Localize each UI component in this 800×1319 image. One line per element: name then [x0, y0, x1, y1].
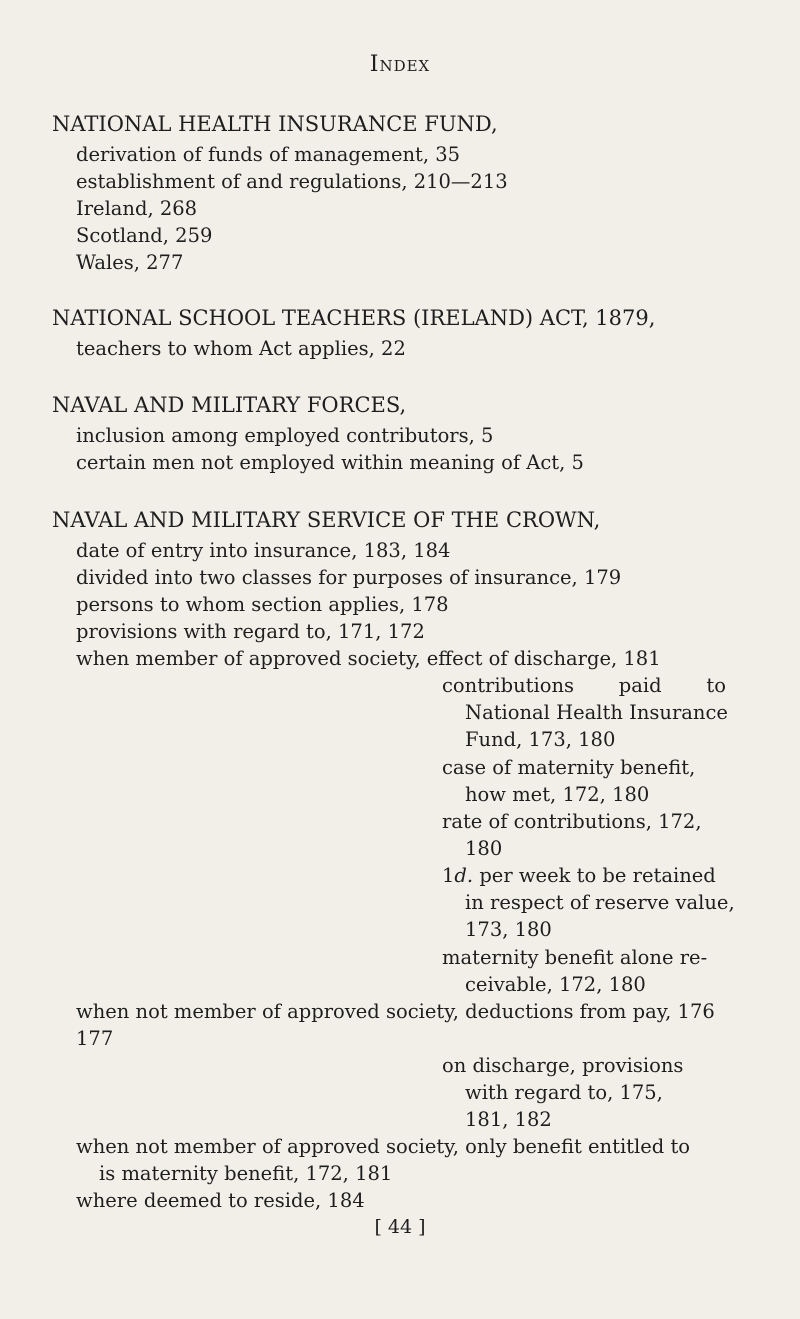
penny-text: per week to be retained — [479, 864, 716, 887]
index-line: in respect of reserve value, — [465, 891, 735, 914]
index-line: is maternity benefit, 172, 181 — [99, 1162, 393, 1185]
index-line: when not member of approved society, only benefit entitled to — [76, 1135, 691, 1158]
penny-unit: d. — [454, 864, 474, 887]
index-line: maternity benefit alone re- — [442, 946, 708, 969]
index-line: certain men not employed within meaning of Act, 5 — [76, 451, 584, 474]
index-line: 180 — [465, 837, 503, 860]
page-number: [ 44 ] — [374, 1216, 426, 1238]
index-line: date of entry into insurance, 183, 184 — [76, 539, 451, 562]
entry-heading-national-health-insurance-fund: NATIONAL HEALTH INSURANCE FUND, — [52, 112, 498, 136]
index-line: how met, 172, 180 — [465, 783, 650, 806]
index-line: contributions paid to — [442, 674, 726, 697]
index-line: establishment of and regulations, 210—213 — [76, 170, 508, 193]
index-line: divided into two classes for purposes of insurance, 179 — [76, 566, 622, 589]
index-line: persons to whom section applies, 178 — [76, 593, 449, 616]
entry-heading-national-school-teachers: NATIONAL SCHOOL TEACHERS (IRELAND) ACT, 1879, — [52, 306, 656, 330]
index-line: Ireland, 268 — [76, 197, 198, 220]
index-line: derivation of funds of management, 35 — [76, 143, 461, 166]
index-line: inclusion among employed contributors, 5 — [76, 424, 494, 447]
index-line: 181, 182 — [465, 1108, 552, 1131]
index-line: Fund, 173, 180 — [465, 728, 616, 751]
index-line: ceivable, 172, 180 — [465, 973, 646, 996]
index-line: when member of approved society, effect of discharge, 181 — [76, 647, 661, 670]
index-line: 177 — [76, 1027, 114, 1050]
index-line: Wales, 277 — [76, 251, 184, 274]
index-line-penny — [442, 864, 716, 887]
index-line: teachers to whom Act applies, 22 — [76, 337, 406, 360]
page-header: Index — [369, 52, 431, 77]
index-line: on discharge, provisions — [442, 1054, 684, 1077]
index-line: 173, 180 — [465, 918, 552, 941]
index-line: provisions with regard to, 171, 172 — [76, 620, 425, 643]
index-line: National Health Insurance — [465, 701, 728, 724]
index-line: Scotland, 259 — [76, 224, 213, 247]
index-line: case of maternity benefit, — [442, 756, 696, 779]
penny-amount: 1 — [442, 864, 455, 887]
entry-heading-naval-and-military-forces: NAVAL AND MILITARY FORCES, — [52, 393, 407, 417]
index-line: where deemed to reside, 184 — [76, 1189, 365, 1212]
entry-heading-naval-and-military-service: NAVAL AND MILITARY SERVICE OF THE CROWN, — [52, 508, 601, 532]
index-line: rate of contributions, 172, — [442, 810, 702, 833]
index-line: with regard to, 175, — [465, 1081, 663, 1104]
index-line: when not member of approved society, deductions from pay, 176 — [76, 1000, 715, 1023]
